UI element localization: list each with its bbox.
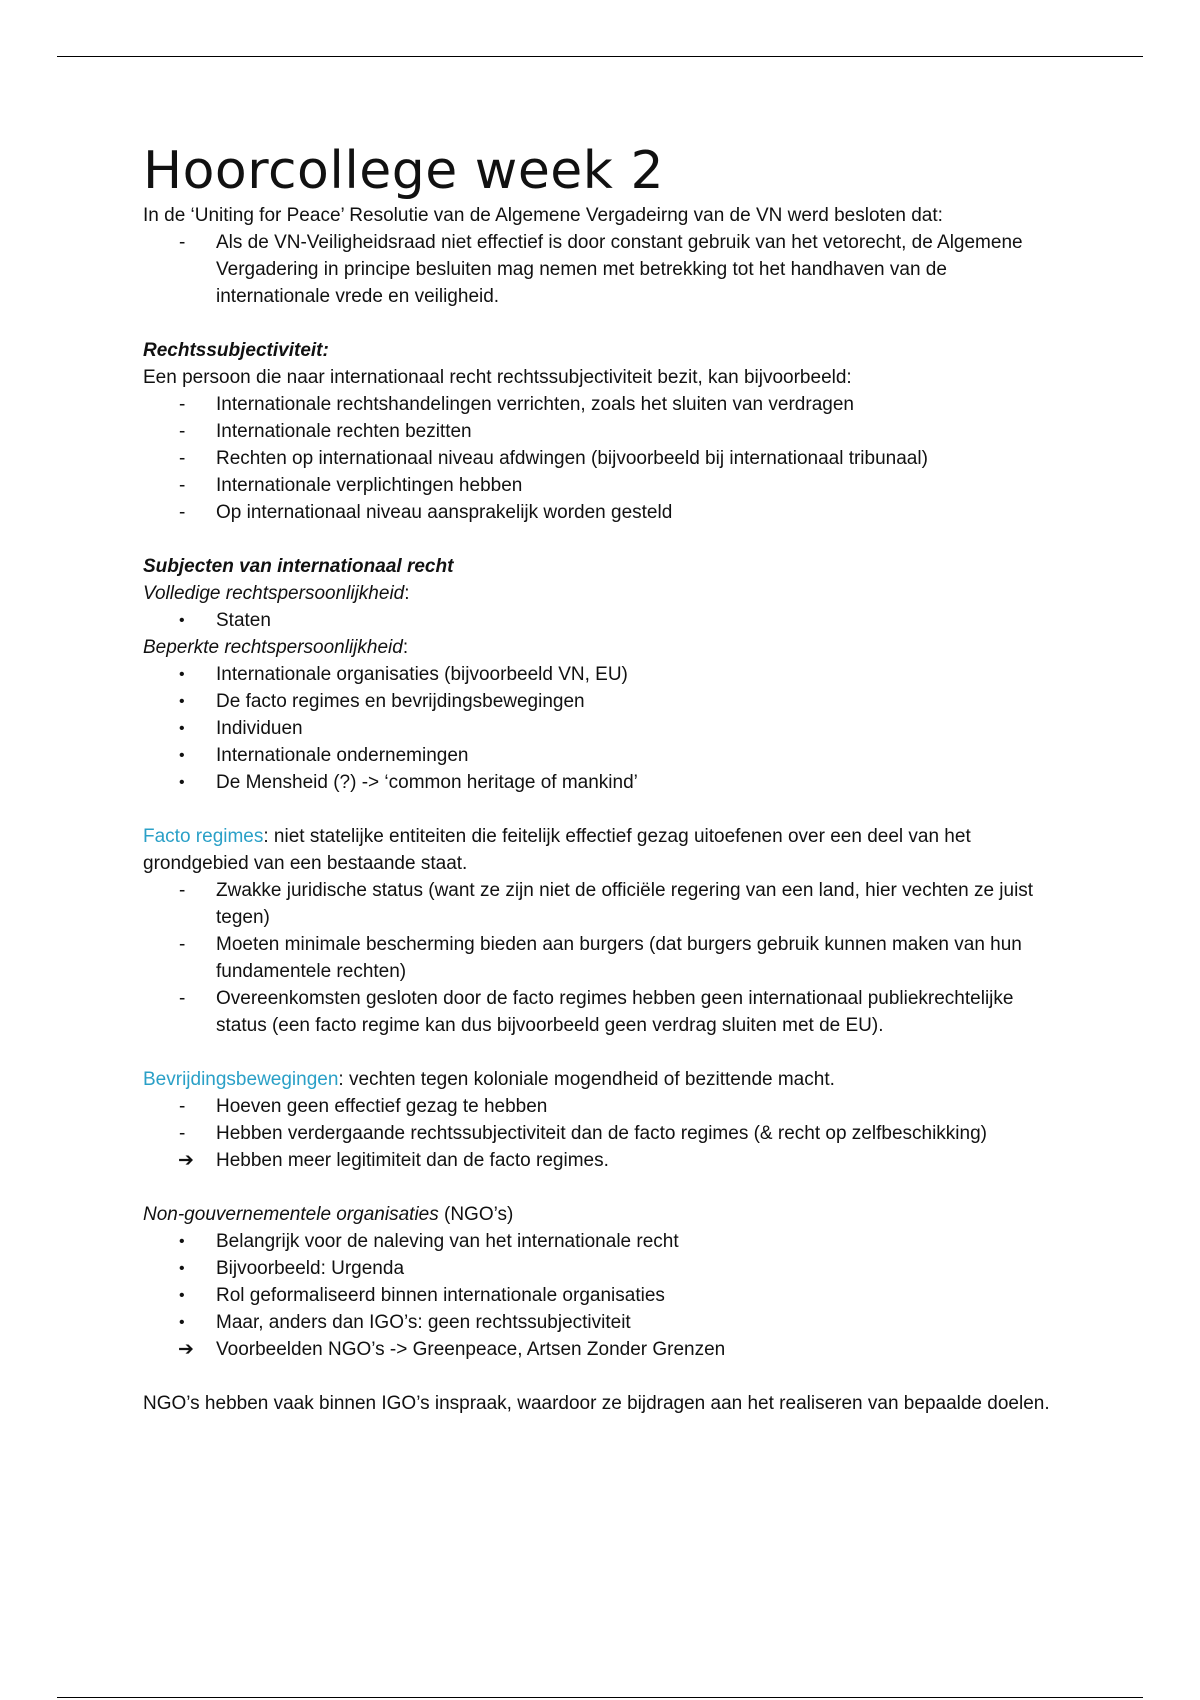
list-item-text: Staten xyxy=(216,610,271,631)
dash-icon: - xyxy=(179,502,186,523)
dash-icon: - xyxy=(179,232,186,253)
intro-list xyxy=(143,229,1063,310)
list-item-text: Rechten op internationaal niveau afdwingen (bijvoorbeeld bij internationaal tribunaal) xyxy=(216,448,928,469)
list-item-text: Maar, anders dan IGO’s: geen rechtssubjectiviteit xyxy=(216,1312,631,1333)
ngo-paragraph xyxy=(143,1201,1063,1228)
volledig-list xyxy=(143,607,1063,634)
bevrijding-list xyxy=(143,1093,1063,1174)
facto-term: Facto regimes xyxy=(143,826,264,847)
bullet-icon: • xyxy=(179,1233,185,1250)
list-item xyxy=(143,229,1063,310)
list-item xyxy=(143,445,1063,472)
bullet-icon: • xyxy=(179,1260,185,1277)
list-item-text: Internationale organisaties (bijvoorbeeld VN, EU) xyxy=(216,664,628,685)
list-item xyxy=(143,1255,1063,1282)
rechtssubjectiviteit-heading: Rechtssubjectiviteit: xyxy=(143,340,329,361)
ngo-term: Non-gouvernementele organisaties xyxy=(143,1204,439,1225)
list-item-text: Bijvoorbeeld: Urgenda xyxy=(216,1258,405,1279)
rechtssubjectiviteit-list xyxy=(143,391,1063,526)
list-item xyxy=(143,985,1063,1039)
list-item xyxy=(143,499,1063,526)
list-item-text: Overeenkomsten gesloten door de facto regimes hebben geen internationaal publiekrechtelijke status (een facto regime kan dus bijvoorbeeld geen verdrag sluiten met de EU). xyxy=(216,988,1014,1036)
page-title: Hoorcollege week 2 xyxy=(143,141,665,201)
arrow-right-icon: ➔ xyxy=(178,1150,194,1171)
dash-icon: - xyxy=(179,880,186,901)
ngo-list xyxy=(143,1228,1063,1363)
list-item-text: Voorbeelden NGO’s -> Greenpeace, Artsen Zonder Grenzen xyxy=(216,1339,726,1360)
dash-icon: - xyxy=(179,934,186,955)
beperkt-label-line xyxy=(143,634,1063,661)
ngo-abbrev: (NGO’s) xyxy=(438,1204,514,1225)
bullet-icon: • xyxy=(179,747,185,764)
bullet-icon: • xyxy=(179,1314,185,1331)
list-item xyxy=(143,877,1063,931)
list-item xyxy=(143,1120,1063,1147)
list-item-text: Als de VN-Veiligheidsraad niet effectief is door constant gebruik van het vetorecht, de Algemene Vergadering in principe besluiten mag nemen met betrekking tot het handhaven van de internationale vrede en veiligheid. xyxy=(216,232,1023,307)
list-item xyxy=(143,715,1063,742)
list-item xyxy=(143,1282,1063,1309)
list-item-text: Zwakke juridische status (want ze zijn niet de officiële regering van een land, hier vechten ze juist tegen) xyxy=(216,880,1034,928)
top-rule xyxy=(57,56,1143,57)
facto-list xyxy=(143,877,1063,1039)
subjecten-heading: Subjecten van internationaal recht xyxy=(143,556,454,577)
list-item-text: Internationale rechten bezitten xyxy=(216,421,472,442)
bevrijding-definition: : vechten tegen koloniale mogendheid of bezittende macht. xyxy=(338,1069,835,1090)
list-item-text: Internationale ondernemingen xyxy=(216,745,469,766)
list-item-text: Hebben meer legitimiteit dan de facto regimes. xyxy=(216,1150,609,1171)
list-item xyxy=(143,418,1063,445)
list-item xyxy=(143,1228,1063,1255)
volledig-label-line xyxy=(143,580,1063,607)
dash-icon: - xyxy=(179,475,186,496)
list-item xyxy=(143,391,1063,418)
list-item-text: Moeten minimale bescherming bieden aan burgers (dat burgers gebruik kunnen maken van hun fundamentele rechten) xyxy=(216,934,1022,982)
arrow-right-icon: ➔ xyxy=(178,1339,194,1360)
list-item xyxy=(143,661,1063,688)
dash-icon: - xyxy=(179,421,186,442)
list-item xyxy=(143,742,1063,769)
dash-icon: - xyxy=(179,1096,186,1117)
list-item-text: Op internationaal niveau aansprakelijk worden gesteld xyxy=(216,502,673,523)
dash-icon: - xyxy=(179,988,186,1009)
list-item-text: Internationale verplichtingen hebben xyxy=(216,475,523,496)
list-item xyxy=(143,688,1063,715)
dash-icon: - xyxy=(179,1123,186,1144)
list-item xyxy=(143,607,1063,634)
bevrijding-term: Bevrijdingsbewegingen xyxy=(143,1069,339,1090)
dash-icon: - xyxy=(179,394,186,415)
list-item-text: De Mensheid (?) -> ‘common heritage of mankind’ xyxy=(216,772,638,793)
list-item xyxy=(143,1309,1063,1336)
bullet-icon: • xyxy=(179,720,185,737)
list-item xyxy=(143,769,1063,796)
list-item-text: Hoeven geen effectief gezag te hebben xyxy=(216,1096,548,1117)
beperkt-list xyxy=(143,661,1063,796)
volledig-suffix: : xyxy=(404,583,410,604)
document-page xyxy=(143,140,1063,1417)
bottom-rule xyxy=(57,1697,1143,1698)
list-item-text: De facto regimes en bevrijdingsbewegingen xyxy=(216,691,585,712)
list-item xyxy=(143,1147,1063,1174)
list-item-text: Individuen xyxy=(216,718,303,739)
rechtssubjectiviteit-text: Een persoon die naar internationaal recht rechtssubjectiviteit bezit, kan bijvoorbeeld: xyxy=(143,367,852,388)
list-item xyxy=(143,931,1063,985)
beperkt-label: Beperkte rechtspersoonlijkheid xyxy=(143,637,403,658)
closing-paragraph: NGO’s hebben vaak binnen IGO’s inspraak, waardoor ze bijdragen aan het realiseren van bepaalde doelen. xyxy=(143,1393,1050,1414)
list-item xyxy=(143,1336,1063,1363)
bullet-icon: • xyxy=(179,666,185,683)
bullet-icon: • xyxy=(179,693,185,710)
beperkt-suffix: : xyxy=(402,637,409,658)
list-item xyxy=(143,472,1063,499)
bevrijding-paragraph xyxy=(143,1066,1063,1093)
list-item-text: Rol geformaliseerd binnen internationale organisaties xyxy=(216,1285,665,1306)
bullet-icon: • xyxy=(179,1287,185,1304)
intro-text: In de ‘Uniting for Peace’ Resolutie van de Algemene Vergadeirng van de VN werd besloten dat: xyxy=(143,205,943,226)
list-item-text: Belangrijk voor de naleving van het internationale recht xyxy=(216,1231,679,1252)
dash-icon: - xyxy=(179,448,186,469)
list-item-text: Hebben verdergaande rechtssubjectiviteit dan de facto regimes (& recht op zelfbeschikking) xyxy=(216,1123,987,1144)
list-item-text: Internationale rechtshandelingen verrichten, zoals het sluiten van verdragen xyxy=(216,394,854,415)
volledig-label: Volledige rechtspersoonlijkheid xyxy=(143,583,405,604)
facto-definition: : niet statelijke entiteiten die feitelijk effectief gezag uitoefenen over een deel van het grondgebied van een bestaande staat. xyxy=(143,826,971,874)
bullet-icon: • xyxy=(179,774,185,791)
list-item xyxy=(143,1093,1063,1120)
bullet-icon: • xyxy=(179,612,185,629)
facto-paragraph xyxy=(143,823,1063,877)
